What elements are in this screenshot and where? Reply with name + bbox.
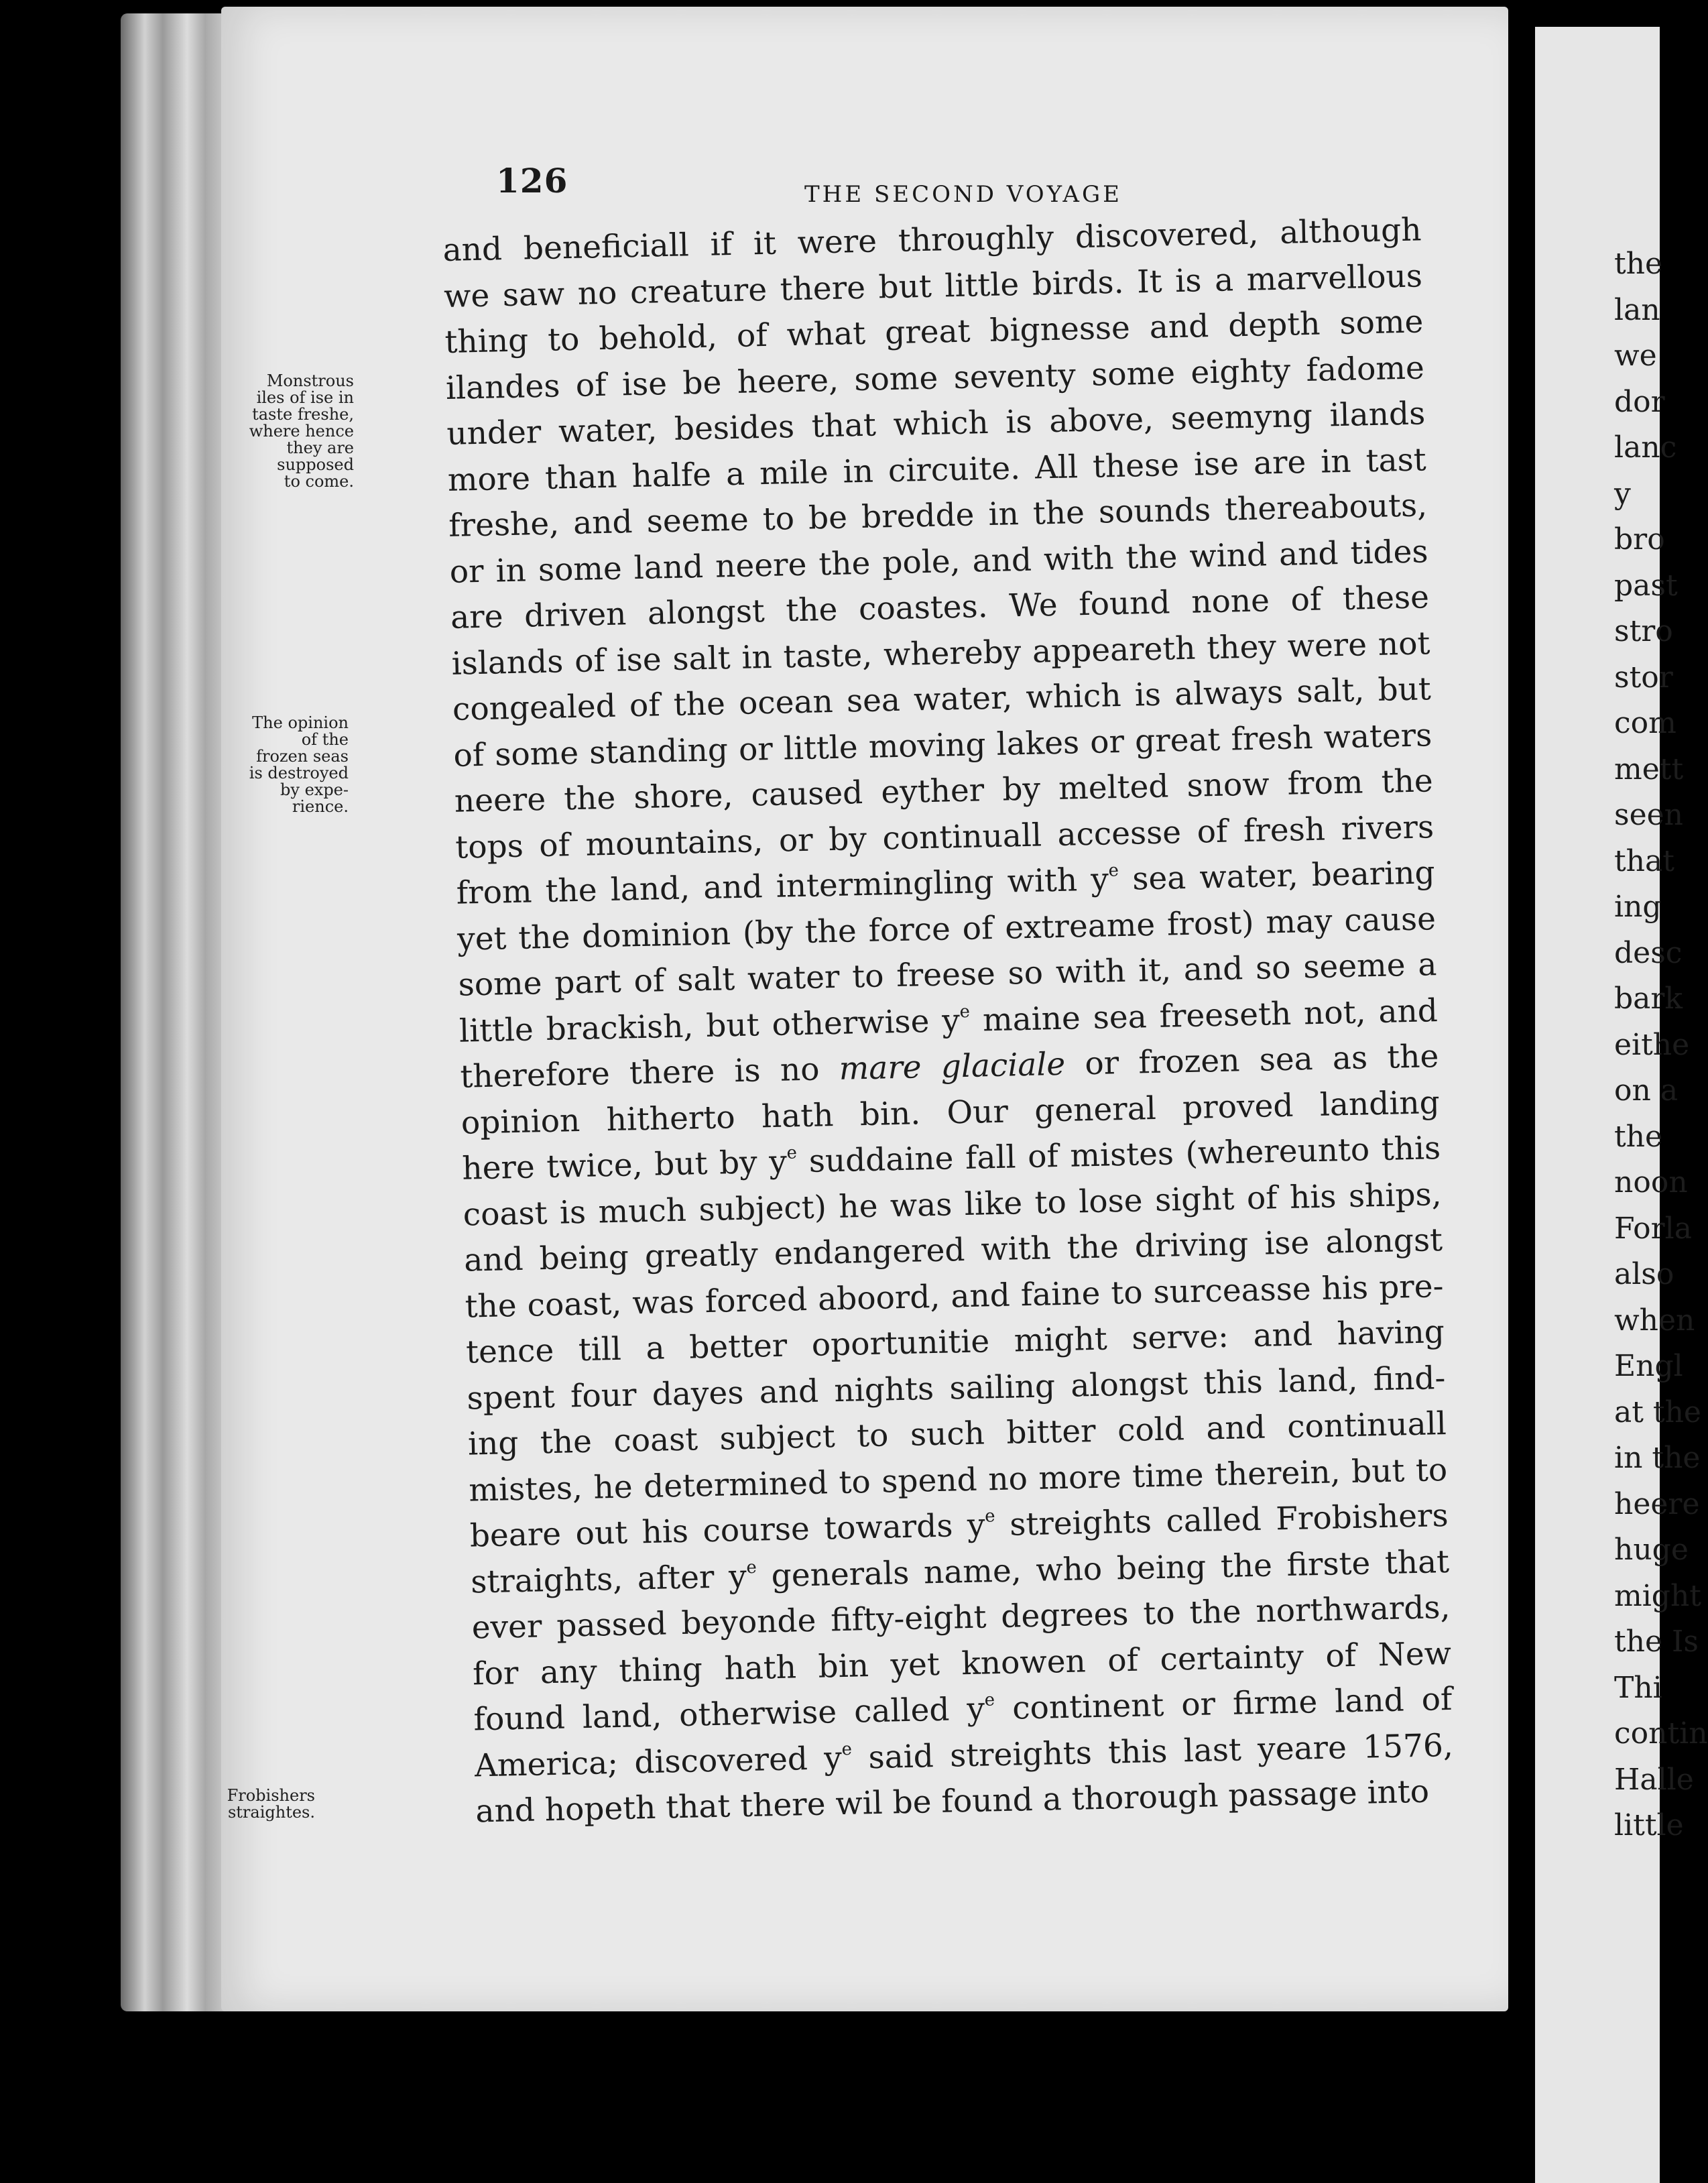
superscript: e bbox=[984, 1690, 995, 1710]
facing-page-fragment: that bbox=[1614, 843, 1674, 878]
text-run: from the land, and intermingling with y bbox=[456, 861, 1109, 912]
text-run: opinion hitherto hath bin. Our general proved landing bbox=[461, 1083, 1441, 1142]
text-run: more than halfe a mile in circuite. All these ise are in tast bbox=[447, 440, 1427, 499]
facing-page-fragment: y bbox=[1614, 476, 1631, 511]
facing-page-fragment: Engl bbox=[1614, 1349, 1683, 1383]
margin-note-line: rience. bbox=[292, 797, 349, 816]
text-run: tops of mountains, or by continuall accesse of fresh rivers bbox=[454, 808, 1435, 866]
facing-page-fragment: eithe bbox=[1614, 1027, 1690, 1062]
facing-page-fragment: the bbox=[1614, 247, 1663, 281]
margin-note-line: supposed bbox=[277, 455, 354, 474]
text-run: ilandes of ise be heere, some seventy some eighty fadome bbox=[445, 349, 1425, 407]
facing-page-fragment: dor bbox=[1614, 384, 1665, 419]
facing-page-fragment: might bbox=[1614, 1578, 1701, 1613]
facing-page-text bbox=[1614, 241, 1708, 1849]
margin-note-line: Frobishers bbox=[227, 1786, 315, 1805]
italic-phrase: mare glaciale bbox=[839, 1045, 1066, 1087]
margin-note-line: they are bbox=[286, 438, 354, 457]
text-run: congealed of the ocean sea water, which is always salt, but bbox=[452, 670, 1432, 728]
superscript: e bbox=[841, 1738, 853, 1759]
facing-page-fragment: stor bbox=[1614, 660, 1673, 695]
facing-page-fragment: heere bbox=[1614, 1486, 1700, 1521]
text-run: sea water, bearing bbox=[1118, 854, 1436, 898]
facing-page-fragment: on a bbox=[1614, 1073, 1679, 1108]
body-text bbox=[442, 207, 1455, 1835]
margin-note-line: is destroyed bbox=[249, 764, 349, 782]
text-run: little brackish, but otherwise y bbox=[459, 1002, 961, 1050]
margin-note-line: to come. bbox=[284, 472, 354, 491]
text-run: ever passed beyonde fifty-eight degrees to the northwards, bbox=[471, 1588, 1451, 1647]
facing-page-fragment: the bbox=[1614, 1119, 1663, 1154]
text-run: and beneficiall if it were throughly discovered, although bbox=[442, 211, 1422, 269]
facing-page-fragment: also bbox=[1614, 1257, 1674, 1291]
text-run: suddaine fall of mistes (whereunto this bbox=[796, 1130, 1441, 1181]
margin-note-line: of the bbox=[301, 730, 349, 749]
facing-page-fragment: mett bbox=[1614, 752, 1684, 786]
facing-page-fragment: contin bbox=[1614, 1716, 1708, 1751]
text-run: America; discovered y bbox=[474, 1739, 843, 1784]
facing-page-fragment: noon bbox=[1614, 1165, 1688, 1199]
text-run: thing to behold, of what great bignesse and depth some bbox=[444, 303, 1424, 361]
text-run: straights, after y bbox=[470, 1557, 747, 1601]
facing-page-fragment: at the bbox=[1614, 1395, 1701, 1429]
text-run: some part of salt water to freese so with it, and so seeme a bbox=[458, 946, 1437, 1004]
facing-page-fragment: lan bbox=[1614, 292, 1660, 327]
margin-note-line: straightes. bbox=[227, 1803, 315, 1822]
margin-note-line: Monstrous bbox=[266, 371, 354, 390]
facing-page-fragment: lanc bbox=[1614, 430, 1677, 465]
text-run: the coast, was forced aboord, and faine to surceasse his pre- bbox=[465, 1267, 1444, 1325]
superscript: e bbox=[984, 1506, 995, 1527]
text-run: here twice, but by y bbox=[461, 1143, 788, 1187]
text-run: mistes, he determined to spend no more time therein, but to bbox=[468, 1451, 1448, 1509]
text-run: streights called Frobishers bbox=[995, 1497, 1449, 1544]
text-run: freshe, and seeme to be bredde in the sounds thereabouts, bbox=[448, 487, 1428, 544]
text-run: generals name, who being the firste that bbox=[756, 1543, 1450, 1595]
running-head: THE SECOND VOYAGE bbox=[804, 181, 1122, 208]
text-run: are driven alongst the coastes. We found none of these bbox=[450, 579, 1430, 636]
margin-note-ice-islands bbox=[249, 373, 354, 490]
superscript: e bbox=[959, 1001, 971, 1022]
superscript: e bbox=[786, 1142, 798, 1163]
text-run: therefore there is no bbox=[459, 1050, 840, 1096]
text-run: maine sea freeseth not, and bbox=[969, 992, 1439, 1039]
facing-page-fragment: little bbox=[1614, 1808, 1684, 1842]
text-run: under water, besides that which is above, seemyng ilands bbox=[446, 395, 1426, 453]
facing-page-fragment: when bbox=[1614, 1303, 1695, 1338]
text-run: ing the coast subject to such bitter cold and continuall bbox=[467, 1405, 1447, 1463]
text-run: islands of ise salt in taste, whereby appeareth they were not bbox=[451, 624, 1430, 683]
margin-note-line: The opinion bbox=[252, 713, 349, 732]
superscript: e bbox=[1108, 860, 1119, 881]
margin-note-frobishers bbox=[227, 1787, 315, 1821]
text-run: or frozen sea as the bbox=[1064, 1038, 1439, 1083]
text-run: tence till a better oportunitie might serve: and having bbox=[465, 1313, 1445, 1371]
text-run: spent four dayes and nights sailing alongst this land, find- bbox=[466, 1359, 1446, 1417]
page-number: 126 bbox=[496, 161, 568, 200]
facing-page-fragment: Thi bbox=[1614, 1670, 1662, 1705]
text-run: neere the shore, caused eyther by melted snow from the bbox=[454, 762, 1434, 820]
facing-page-fragment: ing bbox=[1614, 890, 1662, 924]
page-header bbox=[496, 161, 1166, 215]
text-run: found land, otherwise called y bbox=[473, 1690, 985, 1738]
text-run: or in some land neere the pole, and with the wind and tides bbox=[449, 532, 1428, 591]
facing-page-fragment: in the bbox=[1614, 1441, 1701, 1475]
text-run: and being greatly endangered with the driving ise alongst bbox=[463, 1222, 1443, 1279]
facing-page-fragment: desc bbox=[1614, 935, 1683, 970]
margin-note-line: taste freshe, bbox=[252, 405, 354, 424]
text-run: we saw no creature there but little birds. It is a marvellous bbox=[443, 257, 1423, 315]
text-run: for any thing hath bin yet knowen of certainty of New bbox=[472, 1635, 1452, 1693]
text-run: and hopeth that there wil be found a thorough passage into bbox=[475, 1773, 1430, 1830]
margin-note-line: frozen seas bbox=[256, 747, 349, 766]
facing-page-fragment: the Is bbox=[1614, 1625, 1699, 1659]
text-run: yet the dominion (by the force of extreame frost) may cause bbox=[456, 900, 1437, 958]
facing-page-fragment: Forla bbox=[1614, 1211, 1692, 1246]
facing-page-fragment: seen bbox=[1614, 798, 1683, 832]
facing-page-fragment: bark bbox=[1614, 982, 1683, 1016]
facing-page-fragment: stro bbox=[1614, 614, 1673, 648]
facing-page-fragment: past bbox=[1614, 568, 1678, 603]
facing-page-fragment: com bbox=[1614, 706, 1676, 740]
margin-note-line: iles of ise in bbox=[256, 388, 354, 407]
margin-note-line: where hence bbox=[249, 422, 354, 440]
margin-note-frozen-seas bbox=[249, 715, 349, 815]
facing-page-fragment: bro bbox=[1614, 522, 1665, 556]
text-run: coast is much subject) he was like to lose sight of his ships, bbox=[463, 1175, 1443, 1234]
text-run: said streights this last yeare 1576, bbox=[851, 1726, 1454, 1777]
text-run: of some standing or little moving lakes or great fresh waters bbox=[452, 716, 1432, 774]
margin-note-line: by expe- bbox=[280, 780, 349, 799]
superscript: e bbox=[746, 1557, 757, 1578]
facing-page-fragment: we bbox=[1614, 339, 1657, 373]
text-run: continent or firme land of bbox=[994, 1680, 1453, 1728]
facing-page-fragment: huge bbox=[1614, 1533, 1689, 1567]
text-run: beare out his course towards y bbox=[469, 1507, 986, 1555]
facing-page-fragment: Halle bbox=[1614, 1762, 1694, 1797]
